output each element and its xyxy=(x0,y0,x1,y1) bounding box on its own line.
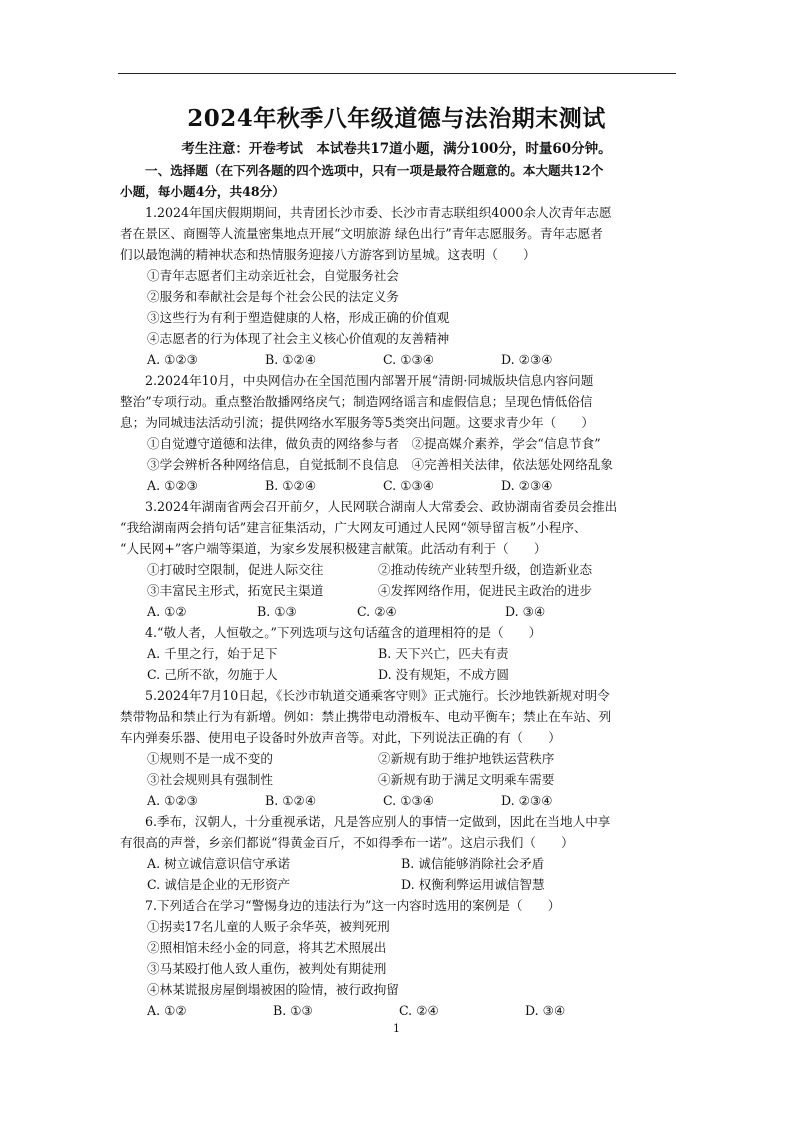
question-stem: 们以最饱满的精神状态和热情服务迎接八方游客到访星城。这表明（ ） xyxy=(120,247,536,262)
option-b: B. ①②④ xyxy=(265,352,317,367)
question-stem: 7.下列适合在学习“警惕身边的违法行为”这一内容时选用的案例是（ ） xyxy=(145,898,561,913)
answer-item-row xyxy=(120,769,676,790)
question-stem: 者在景区、商圈等人流量密集地点开展“文明旅游 绿色出行”青年志愿服务。青年志愿者 xyxy=(120,226,603,241)
option-row xyxy=(120,664,676,685)
answer-item: ②服务和奉献社会是每个社会公民的法定义务 xyxy=(147,289,399,304)
question-3 xyxy=(120,496,676,622)
question-5 xyxy=(120,685,676,811)
option-row xyxy=(120,601,676,622)
question-stem: 3.2024年湖南省两会召开前夕，人民网联合湖南人大常委会、政协湖南省委员会推出 xyxy=(145,499,618,514)
option-c: C. ②④ xyxy=(357,604,397,619)
option-d: D. ②③④ xyxy=(501,478,553,493)
option-a: A. ①②③ xyxy=(147,478,198,493)
question-content xyxy=(120,160,676,1021)
option-b: B. ①②④ xyxy=(265,793,317,808)
header-rule xyxy=(118,73,676,74)
option-a: A. ①② xyxy=(147,604,187,619)
option-a: A. ①②③ xyxy=(147,352,198,367)
option-row xyxy=(120,853,676,874)
answer-item: ④发挥网络作用，促进民主政治的进步 xyxy=(378,583,593,598)
option-row xyxy=(120,1000,676,1021)
question-7 xyxy=(120,895,676,1021)
question-stem: “我给湖南两会捎句话”建言征集活动，广大网友可通过人民网“领导留言板”小程序、 xyxy=(120,520,587,535)
answer-item: ①青年志愿者们主动亲近社会，自觉服务社会 xyxy=(147,268,399,283)
answer-item: ①规则不是一成不变的 xyxy=(147,751,273,766)
answer-item: ③这些行为有利于塑造健康的人格，形成正确的价值观 xyxy=(147,310,450,325)
question-2 xyxy=(120,370,676,496)
page-title: 2024年秋季八年级道德与法治期末测试 xyxy=(187,105,606,132)
question-stem: 息；为同城违法活动引流；提供网络水军服务等5类突出问题。这要求青少年（ ） xyxy=(120,415,594,430)
answer-item-row xyxy=(120,580,676,601)
question-stem: 6.季布，汉朝人，十分重视承诺，凡是答应别人的事情一定做到，因此在当地人中享 xyxy=(145,814,611,829)
question-4 xyxy=(120,622,676,685)
answer-item: ③社会规则具有强制性 xyxy=(147,772,273,787)
answer-item: ④志愿者的行为体现了社会主义核心价值观的友善精神 xyxy=(147,331,450,346)
option-row xyxy=(120,349,676,370)
question-6 xyxy=(120,811,676,895)
option-c: C. 诚信是企业的无形资产 xyxy=(147,877,291,892)
question-stem: “人民网+”客户端等渠道，为家乡发展积极建言献策。此活动有利于（ ） xyxy=(120,541,547,556)
answer-item: ②照相馆未经小金的同意，将其艺术照展出 xyxy=(147,940,387,955)
option-a: A. 千里之行，始于足下 xyxy=(147,646,278,661)
option-b: B. 天下兴亡，匹夫有责 xyxy=(378,646,509,661)
answer-item: ③丰富民主形式，拓宽民主渠道 xyxy=(147,583,324,598)
question-stem: 1.2024年国庆假期期间，共青团长沙市委、长沙市青志联组织4000余人次青年志愿 xyxy=(145,205,612,220)
question-1 xyxy=(120,202,676,370)
answer-item: ①自觉遵守道德和法律，做负责的网络参与者 ②提高媒介素养，学会“信息节食” xyxy=(147,436,601,451)
option-d: D. ③④ xyxy=(525,1003,566,1018)
option-c: C. ①③④ xyxy=(383,352,435,367)
option-a: A. 树立诚信意识信守承诺 xyxy=(147,856,291,871)
option-b: B. ①③ xyxy=(257,604,297,619)
option-d: D. 没有规矩，不成方圆 xyxy=(378,667,509,682)
option-c: C. 己所不欲，勿施于人 xyxy=(147,667,278,682)
option-c: C. ②④ xyxy=(399,1003,439,1018)
answer-item: ①拐卖17名儿童的人贩子余华英，被判死刑 xyxy=(147,919,390,934)
answer-item-row xyxy=(120,748,676,769)
option-b: B. ①③ xyxy=(273,1003,313,1018)
answer-item: ③学会辨析各种网络信息，自觉抵制不良信息 ④完善相关法律，依法惩处网络乱象 xyxy=(147,457,613,472)
answer-item: ④新规有助于满足文明乘车需要 xyxy=(378,772,555,787)
option-row xyxy=(120,475,676,496)
option-c: C. ①③④ xyxy=(383,793,435,808)
question-stem: 4.“敬人者，人恒敬之。”下列选项与这句话蕴含的道理相符的是（ ） xyxy=(145,625,542,640)
exam-notice: 考生注意：开卷考试 本试卷共17道小题，满分100分，时量60分钟。 xyxy=(181,141,612,157)
page-number: 1 xyxy=(393,1022,400,1035)
option-row xyxy=(120,643,676,664)
question-stem: 车内弹奏乐器、使用电子设备时外放声音等。对此，下列说法正确的有（ ） xyxy=(120,730,561,745)
answer-item: ③马某殴打他人致人重伤，被判处有期徒刑 xyxy=(147,961,387,976)
option-d: D. ③④ xyxy=(505,604,546,619)
question-stem: 整治”专项行动。重点整治散播网络戾气；制造网络谣言和虚假信息；呈现色情低俗信 xyxy=(120,394,593,409)
question-stem: 禁带物品和禁止行为有新增。例如：禁止携带电动滑板车、电动平衡车；禁止在车站、列 xyxy=(120,709,612,724)
option-c: C. ①③④ xyxy=(383,478,435,493)
option-a: A. ①② xyxy=(147,1003,187,1018)
answer-item: ④林某谎报房屋倒塌被困的险情，被行政拘留 xyxy=(147,982,399,997)
answer-item: ①打破时空限制，促进人际交往 xyxy=(147,562,324,577)
option-a: A. ①②③ xyxy=(147,793,198,808)
option-b: B. 诚信能够消除社会矛盾 xyxy=(401,856,545,871)
option-row xyxy=(120,874,676,895)
question-stem: 5.2024年7月10日起，《长沙市轨道交通乘客守则》正式施行。长沙地铁新规对明令 xyxy=(145,688,610,703)
question-stem: 2.2024年10月，中央网信办在全国范围内部署开展“清朗·同城版块信息内容问题 xyxy=(145,373,594,388)
option-b: B. ①②④ xyxy=(265,478,317,493)
question-stem: 有很高的声誉，乡亲们都说“得黄金百斤，不如得季布一诺”。这启示我们（ ） xyxy=(120,835,574,850)
answer-item: ②推动传统产业转型升级，创造新业态 xyxy=(378,562,593,577)
option-d: D. ②③④ xyxy=(501,793,553,808)
section-heading: 一、选择题（在下列各题的四个选项中，只有一项是最符合题意的。本大题共12个 xyxy=(145,163,604,178)
option-d: D. 权衡利弊运用诚信智慧 xyxy=(401,877,545,892)
option-d: D. ②③④ xyxy=(501,352,553,367)
option-row xyxy=(120,790,676,811)
answer-item: ②新规有助于维护地铁运营秩序 xyxy=(378,751,555,766)
section-heading-cont: 小题，每小题4分，共48分） xyxy=(120,184,285,199)
answer-item-row xyxy=(120,559,676,580)
